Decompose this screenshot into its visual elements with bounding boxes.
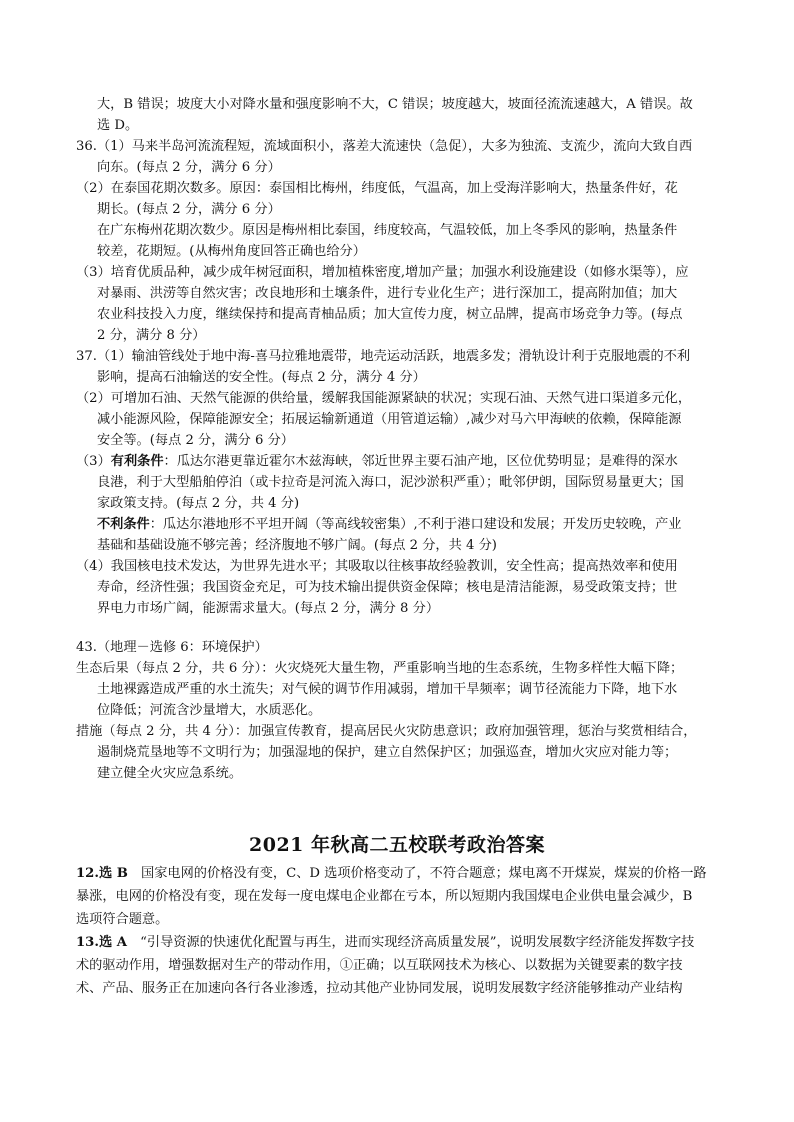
text-line (76, 932, 694, 953)
text-line: 遏制烧荒垦地等不文明行为；加强湿地的保护，建立自然保护区；加强巡查，增加火灾应对能力等； (97, 745, 678, 760)
text-line: 良港，利于大型船舶停泊（或卡拉奇是河流入海口，泥沙淤积严重）；毗邻伊朗，国际贸易量更大；国 (97, 475, 684, 490)
text-line: 农业科技投入力度，继续保持和提高青柚品质；加大宣传力度，树立品牌，提高市场竞争力等。(每点 (97, 307, 683, 322)
text-line: 暴涨，电网的价格没有变，现在发每一度电煤电企业都在亏本，所以短期内我国煤电企业供电量会减少，B (76, 889, 693, 904)
text-line: 术、产品、服务正在加速向各行各业渗透，拉动其他产业协同发展，说明发展数字经济能够推动产业结构 (76, 981, 683, 996)
answer-label: 13.选 A (76, 935, 127, 950)
text-line: 基础和基础设施不够完善；经济腹地不够广阔。(每点 2 分，共 4 分) (97, 538, 497, 553)
bold-label: 有利条件 (110, 454, 164, 469)
line-text: “引导资源的快速优化配置与再生，进而实现经济高质量发展”，说明发展数字经济能发挥数字技 (126, 935, 695, 950)
text-line: 家政策支持。(每点 2 分，共 4 分) (97, 496, 300, 511)
text-line: 术的驱动作用，增强数据对生产的带动作用，①正确；以互联网技术为核心、以数据为关键要素的数字技 (76, 958, 683, 973)
item-number: （3） (76, 454, 111, 469)
text-line (97, 514, 681, 535)
text-line: 较差，花期短。(从梅州角度回答正确也给分） (97, 244, 366, 259)
text-line: 位降低；河流含沙量增大，水质恶化。 (97, 703, 322, 718)
bold-label: 不利条件 (97, 517, 150, 532)
text-line: 寿命，经济性强；我国资金充足，可为技术输出提供资金保障；核电是清洁能源，易受政策支持；世 (97, 580, 678, 595)
text-line: 减小能源风险，保障能源安全；拓展运输新通道（用管道运输）,减少对马六甲海峡的依赖，保障能源 (97, 412, 682, 427)
text-line: 选项符合题意。 (76, 912, 169, 927)
text-line: 选 D。 (97, 118, 139, 133)
text-line: （2）可增加石油、天然气能源的供给量，缓解我国能源紧缺的状况；实现石油、天然气进口渠道多元化， (76, 391, 692, 406)
text-line: 安全等。(每点 2 分，满分 6 分） (97, 433, 294, 448)
section-heading: 43.（地理－选修 6：环境保护） (76, 640, 268, 655)
text-line: 在广东梅州花期次数少。原因是梅州相比泰国，纬度较高，气温较低，加上冬季风的影响，热量条件 (97, 223, 678, 238)
text-line: （2）在泰国花期次数多。原因：泰国相比梅州，纬度低，气温高，加上受海洋影响大，热量条件好，花 (76, 181, 678, 196)
text-line: 影响，提高石油输送的安全性。(每点 2 分，满分 4 分） (97, 370, 426, 385)
answer-label: 12.选 B (76, 866, 128, 881)
text-line: 37.（1）输油管线处于地中海-喜马拉雅地震带，地壳运动活跃，地震多发；滑轨设计利于克服地震的不利 (76, 349, 691, 364)
line-text: 国家电网的价格没有变，C、D 选项价格变动了，不符合题意；煤电离不开煤炭，煤炭的价格一路 (127, 866, 707, 881)
text-line: 土地裸露造成严重的水土流失；对气候的调节作用减弱，增加干旱频率；调节径流能力下降，地下水 (97, 682, 678, 697)
line-text: ：瓜达尔港地形不平坦开阔（等高线较密集）,不利于港口建设和发展；开发历史较晚，产业 (149, 517, 682, 532)
text-line: （4）我国核电技术发达，为世界先进水平；其吸取以往核事故经验教训，安全性高；提高热效率和使用 (76, 559, 678, 574)
text-line: 界电力市场广阔，能源需求量大。(每点 2 分，满分 8 分） (97, 601, 440, 616)
text-line: 期长。(每点 2 分，满分 6 分） (97, 202, 281, 217)
text-line: 生态后果（每点 2 分，共 6 分）：火灾烧死大量生物，严重影响当地的生态系统，生物多样性大幅下降； (76, 661, 684, 676)
text-line: 2 分，满分 8 分） (97, 328, 206, 343)
text-line (76, 863, 707, 884)
text-line: 向东。(每点 2 分，满分 6 分） (97, 160, 281, 175)
text-line: 对暴雨、洪涝等自然灾害；改良地形和土壤条件，进行专业化生产；进行深加工，提高附加值；加大 (97, 286, 678, 301)
text-line: 大，B 错误；坡度大小对降水量和强度影响不大，C 错误；坡度越大，坡面径流流速越大，A 错误。故 (97, 97, 693, 112)
text-line: （3）培育优质品种，减少成年树冠面积，增加植株密度,增加产量；加强水利设施建设（如修水渠等），应 (76, 265, 689, 280)
text-line (76, 451, 678, 472)
line-text: ：瓜达尔港更靠近霍尔木兹海峡，邻近世界主要石油产地，区位优势明显；是难得的深水 (163, 454, 678, 469)
page-title: 2021 年秋高二五校联考政治答案 (249, 834, 545, 856)
text-line: 36.（1）马来半岛河流流程短，流域面积小，落差大流速快（急促），大多为独流、支流少，流向大致自西 (76, 139, 693, 154)
text-line: 建立健全火灾应急系统。 (97, 766, 243, 781)
text-line: 措施（每点 2 分，共 4 分）：加强宣传教育，提高居民火灾防患意识；政府加强管理，惩治与奖赏相结合， (76, 724, 697, 739)
